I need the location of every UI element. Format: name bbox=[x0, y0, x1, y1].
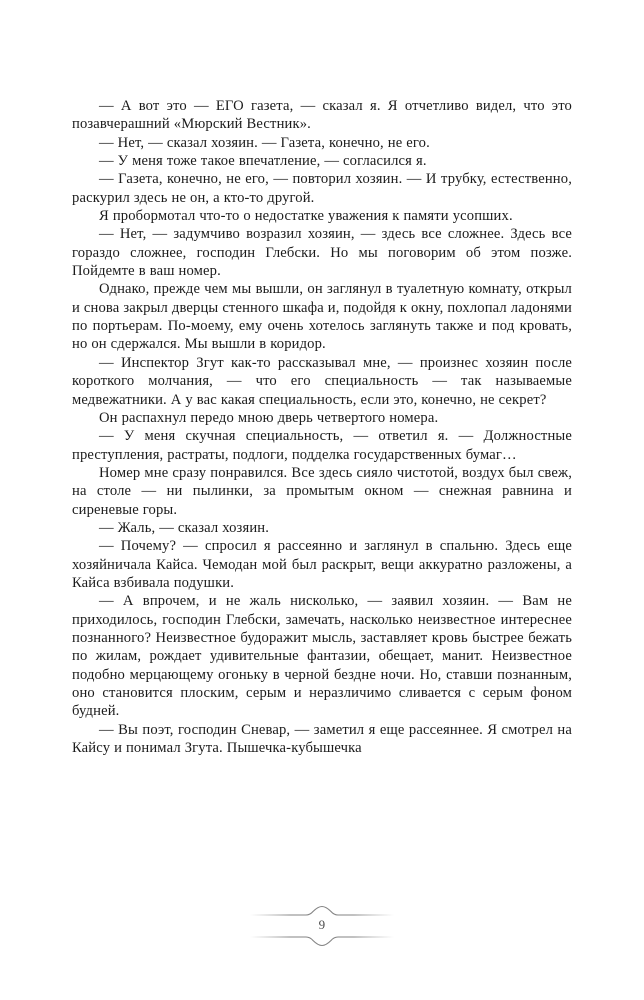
paragraph: Номер мне сразу понравился. Все здесь сияло чистотой, воздух был свеж, на столе — ни пылинки, за промытым окном — снежная равнина и сиреневые горы. bbox=[72, 464, 572, 518]
paragraph: Я пробормотал что-то о недостатке уважения к памяти усопших. bbox=[99, 208, 513, 225]
paragraph: Однако, прежде чем мы вышли, он заглянул в туалетную комнату, открыл и снова закрыл дверцы стенного шкафа и, подойдя к окну, похлопал ладонями по портьерам. По-моему, ему очень хотелось заглянуть также и под кровать, но он сдержался. Мы вышли в коридор. bbox=[72, 281, 572, 353]
paragraph: — Вы поэт, господин Сневар, — заметил я еще рассеяннее. Я смотрел на Кайсу и понимал Згута. Пышечка-кубышечка bbox=[72, 721, 572, 757]
paragraph: — Жаль, — сказал хозяин. bbox=[99, 519, 270, 536]
paragraph: — Газета, конечно, не его, — повторил хозяин. — И трубку, естественно, раскурил здесь не он, а кто-то другой. bbox=[72, 171, 572, 206]
body-text-column bbox=[72, 97, 572, 757]
paragraph: — А вот это — ЕГО газета, — сказал я. Я отчетливо видел, что это позавчерашний «Мюрский Вестник». bbox=[72, 98, 572, 133]
folio-ornament bbox=[248, 903, 396, 949]
paragraph: — Нет, — сказал хозяин. — Газета, конечно, не его. bbox=[99, 134, 430, 151]
paragraph: — Инспектор Згут как-то рассказывал мне, — произнес хозяин после короткого молчания, — что его специальность — так называемые медвежатники. А у вас какая специальность, если это, конечно, не секрет? bbox=[72, 354, 572, 408]
page-footer bbox=[0, 900, 644, 952]
paragraph: — Нет, — задумчиво возразил хозяин, — здесь все сложнее. Здесь все гораздо сложнее, господин Глебски. Но мы поговорим об этом позже. Пойдемте в ваш номер. bbox=[72, 226, 572, 280]
paragraph: Он распахнул передо мною дверь четвертого номера. bbox=[99, 409, 439, 426]
paragraph: — У меня тоже такое впечатление, — согласился я. bbox=[99, 153, 427, 170]
page-number: 9 bbox=[318, 917, 326, 932]
paragraph: — А впрочем, и не жаль нисколько, — заявил хозяин. — Вам не приходилось, господин Глебски, замечать, насколько неизвестное интереснее познанного? Неизвестное будоражит мысль, заставляет кровь быстрее бежать по жилам, рождает удивительные фантазии, обещает, манит. Неизвестное подобно мерцающему огоньку в черной бездне ночи. Но, ставши познанным, оно становится плоским, серым и неразличимо сливается с серым фоном будней. bbox=[72, 593, 572, 720]
paragraph: — У меня скучная специальность, — ответил я. — Должностные преступления, растраты, подлоги, подделка государственных бумаг… bbox=[72, 428, 572, 463]
paragraph: — Почему? — спросил я рассеянно и заглянул в спальню. Здесь еще хозяйничала Кайса. Чемодан мой был раскрыт, вещи аккуратно разложены, а Кайса взбивала подушки. bbox=[72, 538, 572, 591]
